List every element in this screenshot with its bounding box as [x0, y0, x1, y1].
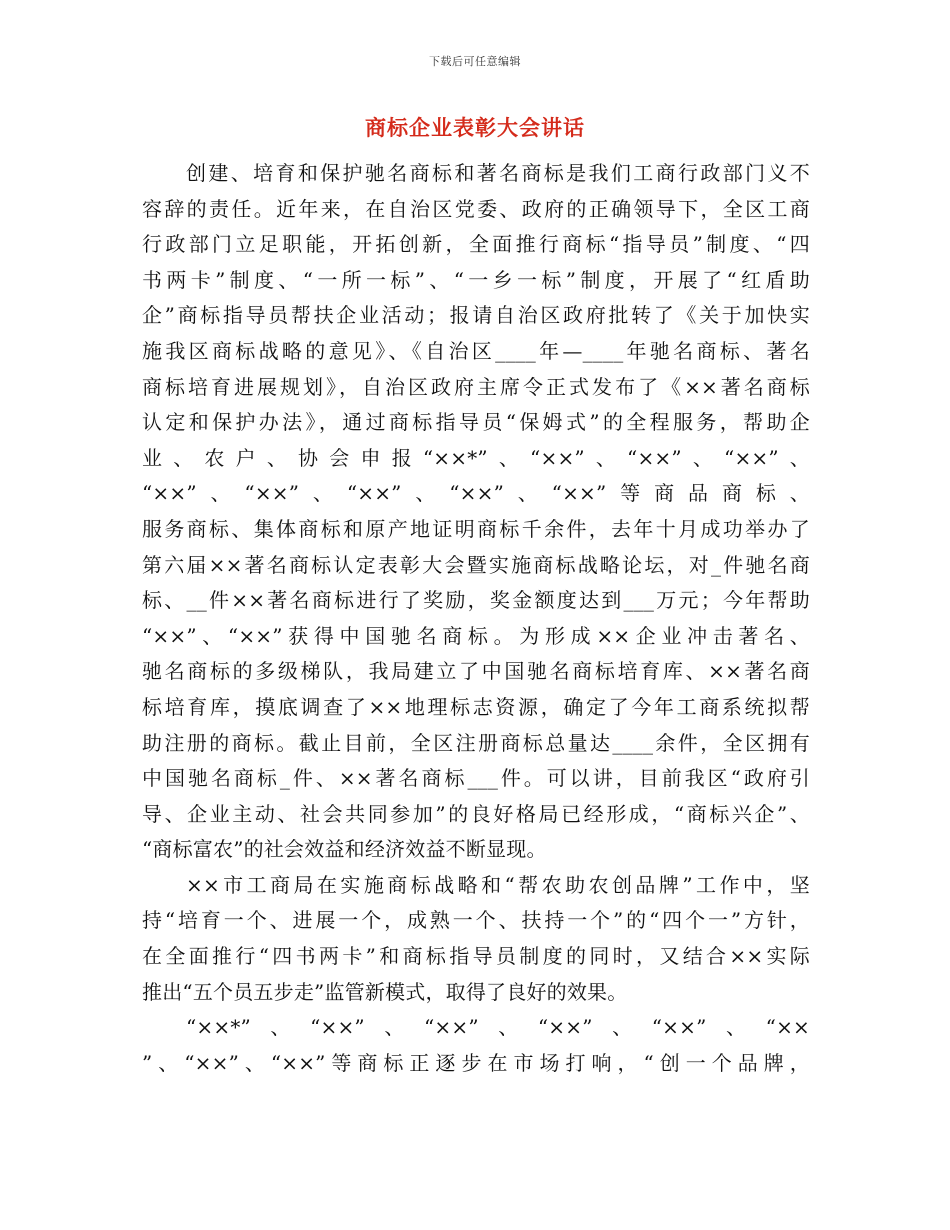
- text-line: 容辞的责任。近年来，在自治区党委、政府的正确领导下，全区工商: [142, 196, 810, 221]
- text-line: 认定和保护办法》，通过商标指导员“保姆式”的全程服务，帮助企: [142, 410, 810, 435]
- text-line: 助注册的商标。截止目前，全区注册商标总量达____余件，全区拥有: [142, 730, 810, 755]
- text-line: 业、农户、协会申报“××*”、“××”、“××”、“××”、: [142, 445, 810, 470]
- text-line: 施我区商标战略的意见》、《自治区____年—____年驰名商标、著名: [142, 338, 810, 363]
- text-line: 行政部门立足职能，开拓创新，全面推行商标“指导员”制度、“四: [142, 232, 810, 257]
- document-title: 商标企业表彰大会讲话: [365, 115, 585, 140]
- text-line: “商标富农”的社会效益和经济效益不断显现。: [142, 837, 547, 862]
- text-line: 企”商标指导员帮扶企业活动；报请自治区政府批转了《关于加快实: [142, 303, 810, 328]
- paragraph-1: [142, 156, 810, 868]
- header-note: 下载后可任意编辑: [429, 55, 521, 68]
- text-line: 中国驰名商标_件、××著名商标___件。可以讲，目前我区“政府引: [142, 766, 810, 791]
- text-line: 商标培育进展规划》，自治区政府主席令正式发布了《××著名商标: [142, 374, 810, 399]
- text-line: 服务商标、集体商标和原产地证明商标千余件，去年十月成功举办了: [142, 516, 810, 541]
- text-line: 标、__件××著名商标进行了奖励，奖金额度达到___万元；今年帮助: [142, 588, 810, 613]
- text-line: 持“培育一个、进展一个，成熟一个、扶持一个”的“四个一”方针，: [142, 908, 810, 933]
- text-line: ”、“××”、“××”等商标正逐步在市场打响，“创一个品牌，: [142, 1050, 810, 1075]
- text-line: 第六届××著名商标认定表彰大会暨实施商标战略论坛，对_件驰名商: [142, 552, 810, 577]
- text-line: 在全面推行“四书两卡”和商标指导员制度的同时，又结合××实际: [142, 944, 810, 969]
- paragraph-2: [142, 868, 810, 1010]
- text-line: 推出“五个员五步走”监管新模式，取得了良好的效果。: [142, 979, 628, 1004]
- paragraph-3: [142, 1010, 810, 1081]
- text-line: 书两卡”制度、“一所一标”、“一乡一标”制度，开展了“红盾助: [142, 267, 810, 292]
- text-line: ××市工商局在实施商标战略和“帮农助农创品牌”工作中，坚: [186, 872, 810, 897]
- text-line: “××”、“××”获得中国驰名商标。为形成××企业冲击著名、: [142, 623, 810, 648]
- text-line: 导、企业主动、社会共同参加”的良好格局已经形成，“商标兴企”、: [142, 801, 810, 826]
- text-line: 标培育库，摸底调查了××地理标志资源，确定了今年工商系统拟帮: [142, 694, 810, 719]
- document-body: [142, 156, 810, 1081]
- text-line: “××”、“××”、“××”、“××”、“××”等商品商标、: [142, 481, 810, 506]
- text-line: 创建、培育和保护驰名商标和著名商标是我们工商行政部门义不: [186, 161, 810, 185]
- text-line: “××*”、“××”、“××”、“××”、“××”、“××: [186, 1015, 810, 1040]
- text-line: 驰名商标的多级梯队，我局建立了中国驰名商标培育库、××著名商: [142, 659, 810, 684]
